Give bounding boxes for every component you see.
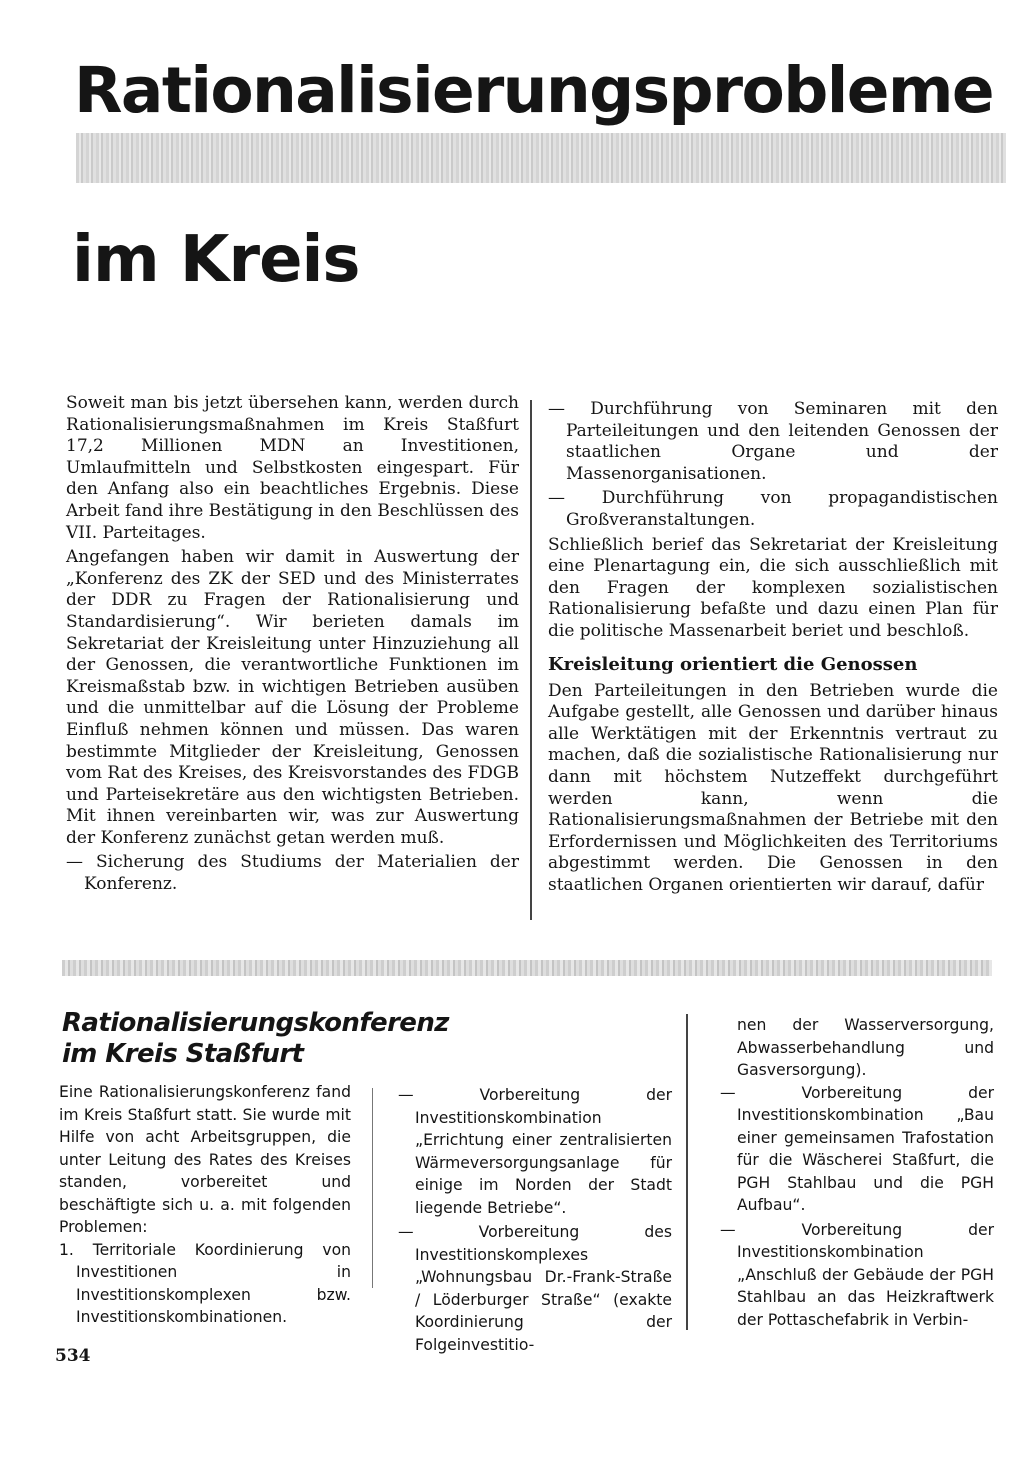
headline-line-2: im Kreis: [72, 223, 360, 297]
title-underline-rule: [76, 133, 1006, 183]
box-title: [62, 1008, 562, 1070]
box-column-divider-1: [372, 1088, 373, 1288]
box-dash-item-4: — Vorbereitung der Investitionskombination „Anschluß der Gebäude der PGH Stahlbau an das Heizkraftwerk der Pottaschefabrik in Verbin-: [720, 1220, 994, 1329]
box-intro-text: Eine Rationalisierungskonferenz fand im Kreis Staßfurt statt. Sie wurde mit Hilfe von acht Arbeitsgruppen, die unter Leitung des Rates des Kreises standen, vorbereitet und beschäftigte sich u. a. mit folgenden Problemen:: [59, 1083, 351, 1236]
box-numbered-item: 1. Territoriale Koordinierung von Investitionen in Investitionskomplexen bzw. Investitionskombinationen.: [59, 1240, 351, 1326]
article-dash-item-2: — Durchführung von propagandistischen Großveranstaltungen.: [548, 488, 998, 530]
page-number: 534: [55, 1346, 91, 1366]
column-divider: [530, 400, 532, 920]
article-paragraph-3: Schließlich berief das Sekretariat der Kreisleitung eine Plenartagung ein, die sich ausschließlich mit den Fragen der komplexen sozialistischen Rationalisierung befaßte und dazu einen Plan für die politische Massenarbeit beriet und beschloß.: [548, 534, 998, 641]
box-column-1: [59, 1081, 351, 1329]
box-column-3: [720, 1014, 994, 1333]
box-dash-item-3: — Vorbereitung der Investitionskombination „Bau einer gemeinsamen Trafostation für die Wäscherei Staßfurt, die PGH Stahlbau und die PGH Aufbau“.: [720, 1083, 994, 1214]
article-left-column: [66, 393, 519, 899]
box-column-2: [398, 1084, 672, 1358]
article-right-column: [548, 399, 998, 899]
box-title-line-1: Rationalisierungskonferenz: [62, 1008, 449, 1038]
article-dash-item-1: — Durchführung von Seminaren mit den Parteileitungen und den leitenden Genossen der staatlichen Organe und der Massenorganisationen.: [548, 399, 998, 484]
headline-line-1: Rationalisierungsprobleme: [74, 54, 993, 127]
box-column-divider-2: [686, 1014, 688, 1330]
article-subheading: Kreisleitung orientiert die Genossen: [548, 653, 918, 675]
box-dash-item-1: — Vorbereitung der Investitionskombination „Errichtung einer zentralisierten Wärmeversorgungsanlage für einige im Norden der Stadt liegende Betriebe“.: [398, 1086, 672, 1217]
article-dash-item: — Sicherung des Studiums der Materialien der Konferenz.: [66, 852, 519, 895]
section-divider-rule: [62, 960, 992, 976]
article-paragraph-1: Soweit man bis jetzt übersehen kann, werden durch Rationalisierungsmaßnahmen im Kreis Staßfurt 17,2 Millionen MDN an Investitionen, Umlaufmitteln und Selbstkosten eingespart. Für den Anfang also ein beachtliches Ergebnis. Diese Arbeit fand ihre Bestätigung in den Beschlüssen des VII. Parteitages.: [66, 393, 519, 543]
article-paragraph-4: Den Parteileitungen in den Betrieben wurde die Aufgabe gestellt, alle Genossen und darüber hinaus alle Werktätigen mit der Erkenntnis vertraut zu machen, daß die sozialistische Rationalisierung nur dann mit höchstem Nutzeffekt durchgeführt werden kann, wenn die Rationalisierungsmaßnahmen der Betriebe mit den Erfordernissen und Möglichkeiten des Territoriums abgestimmt werden. Die Genossen in den staatlichen Organen orientierten wir darauf, dafür: [548, 680, 998, 895]
box-dash-item-2: — Vorbereitung des Investitionskomplexes „Wohnungsbau Dr.-Frank-Straße / Löderburger Straße“ (exakte Koordinierung der Folgeinvestitio-: [398, 1223, 672, 1354]
box-title-line-2: im Kreis Staßfurt: [62, 1039, 304, 1069]
article-paragraph-2: Angefangen haben wir damit in Auswertung der „Konferenz des ZK der SED und des Ministerrates der DDR zu Fragen der Rationalisierung und Standardisierung“. Wir berieten damals im Sekretariat der Kreisleitung unter Hinzuziehung all der Genossen, die verantwortliche Funktionen im Kreismaßstab bzw. in wichtigen Betrieben ausüben und die unmittelbar auf die Lösung der Probleme Einfluß nehmen können und müssen. Das waren bestimmte Mitglieder der Kreisleitung, Genossen vom Rat des Kreises, des Kreisvorstandes des FDGB und Parteisekretäre aus den wichtigsten Betrieben. Mit ihnen vereinbarten wir, was zur Auswertung der Konferenz zunächst getan werden muß.: [66, 547, 519, 848]
box-continued-text: nen der Wasserversorgung, Abwasserbehandlung und Gasversorgung).: [737, 1016, 994, 1079]
